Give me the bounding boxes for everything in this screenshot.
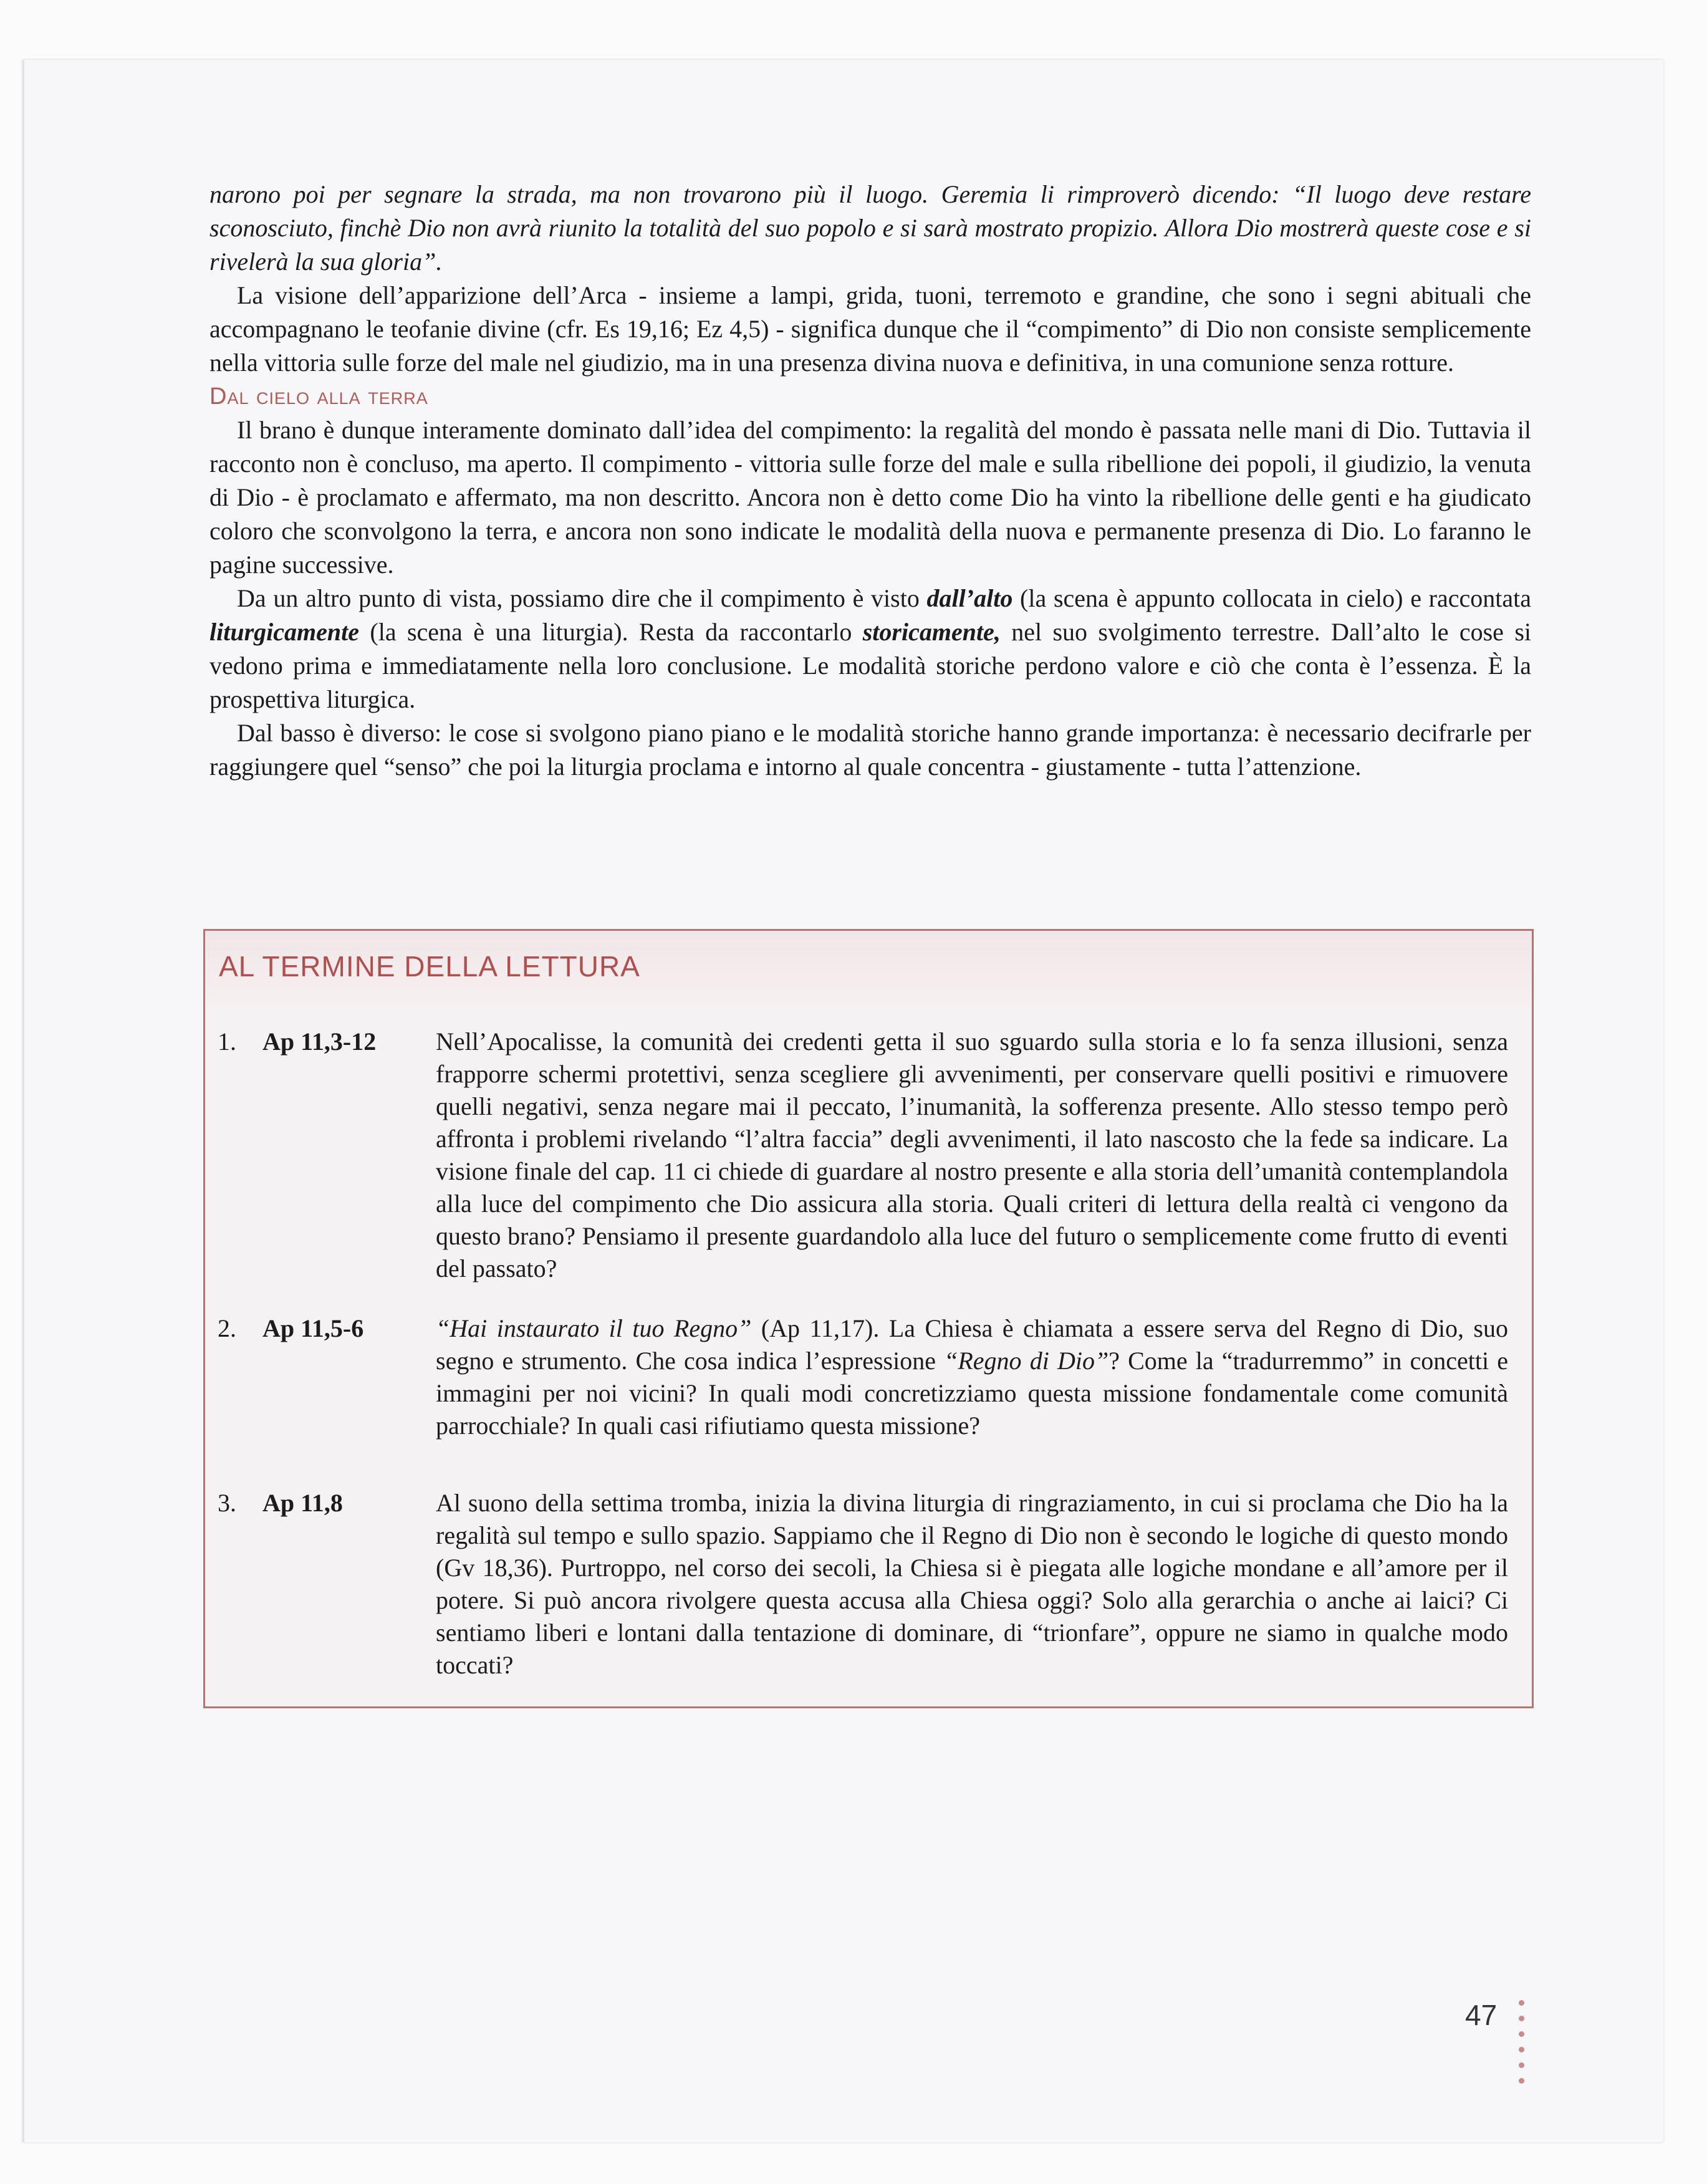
decorative-dots	[1519, 2000, 1526, 2094]
paragraph-from-below: Dal basso è diverso: le cose si svolgono piano piano e le modalità storiche hanno grande importanza: è necessario decifrarle per raggiungere quel “senso” che poi la liturgia proclama e intorno al quale concentra - giustamente - tutta l’attenzione.	[209, 719, 1531, 781]
main-text	[209, 178, 1531, 784]
page-fold-line	[22, 60, 24, 2142]
p4-text-2: (la scena è appunto collocata in cielo) e raccontata	[1012, 584, 1531, 612]
question-number: 2.	[218, 1314, 236, 1342]
q2-text-2: ? Come la “tradurremmo” in concetti e immagini per noi vicini? In quali modi concretizziamo questa missione fondamentale come comunità parrocchiale? In quali casi rifiutiamo questa missione?	[436, 1347, 1509, 1440]
quote-regno-di-dio: “Regno di Dio”	[944, 1347, 1109, 1375]
paragraph-perspective	[209, 582, 1531, 716]
question-reference: Ap 11,8	[262, 1489, 343, 1517]
box-title: AL TERMINE DELLA LETTURA	[219, 950, 640, 983]
q2-text-1: (Ap 11,17). La Chiesa è chiamata a essere serva del Regno di Dio, suo segno e strumento. Che cosa indica l’espressione	[436, 1314, 1508, 1375]
quote-regno: “Hai instaurato il tuo Regno”	[436, 1314, 752, 1342]
section-heading: Dal cielo alla terra	[209, 383, 428, 410]
question-text: Al suono della settima tromba, inizia la divina liturgia di ringraziamento, in cui si proclama che Dio ha la regalità sul tempo e sullo spazio. Sappiamo che il Regno di Dio non è secondo le logiche di questo mondo (Gv 18,36). Purtroppo, nel corso dei secoli, la Chiesa si è piegata alle logiche mondane e all’amore per il potere. Si può ancora rivolgere questa accusa alla Chiesa oggi? Solo alla gerarchia o anche ai laici? Ci sentiamo liberi e lontani dalla tentazione di dominare, di “trionfare”, oppure ne siamo in qualche modo toccati?	[436, 1489, 1508, 1679]
question-number: 1.	[218, 1027, 236, 1056]
p4-emphasis-liturgicamente: liturgicamente	[209, 618, 359, 646]
p4-text-3: (la scena è una liturgia). Resta da raccontarlo	[359, 618, 863, 646]
paragraph-fulfillment: Il brano è dunque interamente dominato dall’idea del compimento: la regalità del mondo è passata nelle mani di Dio. Tuttavia il racconto non è concluso, ma aperto. Il compimento - vittoria sulle forze del male e sulla ribellione dei popoli, il giudizio, la venuta di Dio - è proclamato e affermato, ma non descritto. Ancora non è detto come Dio ha vinto la ribellione delle genti e ha giudicato coloro che sconvolgono la terra, e ancora non sono indicate le modalità della nuova e permanente presenza di Dio. Lo faranno le pagine successive.	[209, 416, 1531, 579]
p4-text-1: Da un altro punto di vista, possiamo dire che il compimento è visto	[237, 584, 927, 612]
question-reference: Ap 11,3-12	[262, 1027, 377, 1056]
p4-emphasis-dallalto: dall’alto	[926, 584, 1013, 612]
p4-text-4: nel suo svolgimento terrestre. Dall’alto le cose si vedono prima e immediatamente nella loro conclusione. Le modalità storiche perdono valore e ciò che conta è l’essenza. È la prospettiva liturgica.	[209, 618, 1531, 713]
reading-questions-box	[203, 929, 1534, 1708]
question-text: Nell’Apocalisse, la comunità dei credenti getta il suo sguardo sulla storia e lo fa senza illusioni, senza frapporre schermi protettivi, senza scegliere gli avvenimenti, per conservare quelli positivi e rimuovere quelli negativi, senza negare mai il peccato, l’inumanità, la sofferenza presente. Allo stesso tempo però affronta i problemi rivelando “l’altra faccia” degli avvenimenti, il lato nascosto che la fede sa indicare. La visione finale del cap. 11 ci chiede di guardare al nostro presente e alla storia dell’umanità contemplandola alla luce del compimento che Dio assicura alla storia. Quali criteri di lettura della realtà ci vengono da questo brano? Pensiamo il presente guardandolo alla luce del futuro o semplicemente come frutto di eventi del passato?	[436, 1027, 1508, 1282]
question-reference: Ap 11,5-6	[262, 1314, 364, 1342]
paragraph-ark-vision: La visione dell’apparizione dell’Arca - insieme a lampi, grida, tuoni, terremoto e grandine, che sono i segni abituali che accompagnano le teofanie divine (cfr. Es 19,16; Ez 4,5) - significa dunque che il “compimento” di Dio non consiste semplicemente nella vittoria sulle forze del male nel giudizio, ma in una presenza divina nuova e definitiva, in una comunione senza rotture.	[209, 281, 1531, 377]
page-number: 47	[1465, 1999, 1498, 2031]
paragraph-continuation: narono poi per segnare la strada, ma non trovarono più il luogo. Geremia li rimproverò dicendo: “Il luogo deve restare sconosciuto, finchè Dio non avrà riunito la totalità del suo popolo e si sarà mostrato propizio. Allora Dio mostrerà queste cose e si rivelerà la sua gloria”.	[209, 180, 1531, 276]
question-text	[436, 1312, 1508, 1442]
question-number: 3.	[218, 1489, 236, 1517]
p4-emphasis-storicamente: storicamente,	[862, 618, 1001, 646]
